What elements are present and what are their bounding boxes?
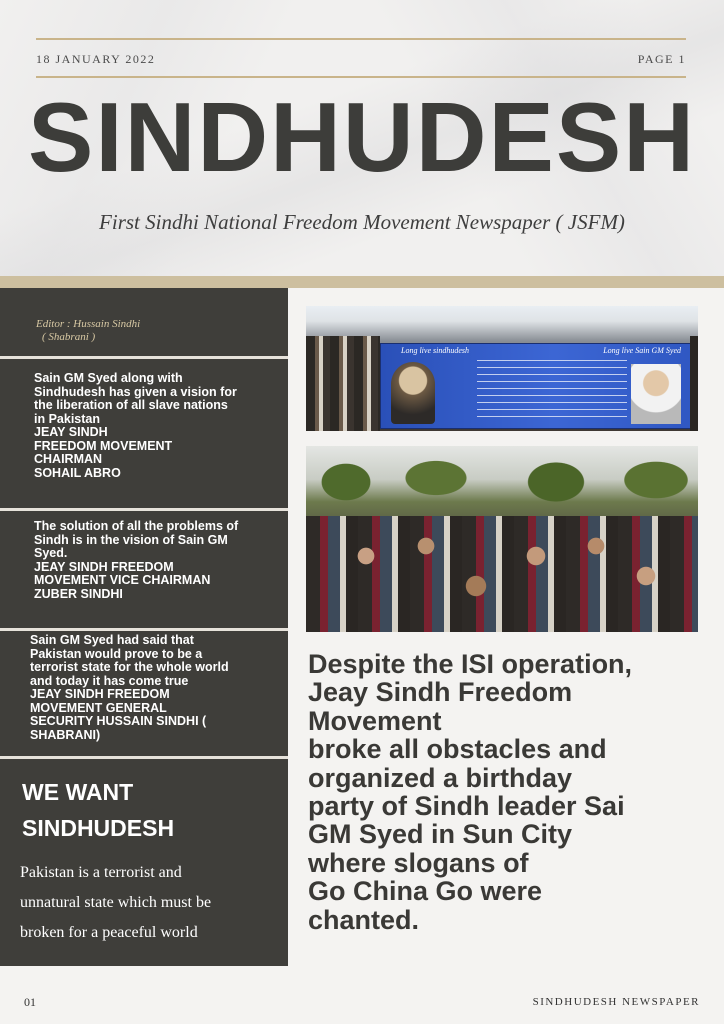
headline-line: broke all obstacles and: [308, 734, 607, 765]
banner-text-image: [477, 360, 627, 422]
sidebar-divider: [0, 756, 288, 759]
quote-line: MOVEMENT GENERAL: [30, 700, 167, 715]
headline-line: Jeay Sindh Freedom: [308, 677, 573, 708]
headline-line: Despite the ISI operation,: [308, 649, 633, 679]
headline-line: where slogans of: [308, 847, 529, 878]
quote-line: Sindh is in the vision of Sain GM: [34, 532, 228, 547]
crowd-image: [306, 516, 698, 632]
protest-banner: [380, 343, 696, 429]
crowd-image: [306, 336, 380, 431]
masthead-subtitle: First Sindhi National Freedom Movement Newspaper ( JSFM): [99, 210, 625, 234]
quote-line: ZUBER SINDHI: [34, 586, 123, 601]
quote-block-vice-chairman: [34, 520, 280, 601]
banner-slogan-right: Long live Sain GM Syed: [603, 346, 681, 355]
rally-banner-photo: [306, 306, 698, 431]
quote-line: SHABRANI): [30, 727, 101, 742]
we-want-text-line: unnatural state which must be: [20, 894, 212, 911]
quote-line: FREEDOM MOVEMENT: [34, 438, 173, 453]
issue-date: 18 JANUARY 2022: [36, 52, 156, 66]
page-label: PAGE 1: [637, 52, 686, 66]
we-want-line: SINDHUDESH: [22, 815, 175, 841]
we-want-text-line: Pakistan is a terrorist and: [20, 864, 182, 881]
quote-line: Sindhudesh has given a vision for: [34, 384, 237, 399]
quote-block-general-secretary: [30, 634, 276, 742]
portrait-image: [391, 362, 435, 424]
quote-line: Pakistan would prove to be a: [30, 646, 203, 661]
quote-line: JEAY SINDH FREEDOM: [34, 559, 174, 574]
sidebar-divider: [0, 628, 288, 631]
editor-credit: [36, 318, 140, 344]
headline-line: party of Sindh leader Sai: [308, 791, 625, 822]
portrait-image: [631, 364, 681, 424]
headline-line: chanted.: [308, 904, 420, 935]
quote-line: terrorist state for the whole world: [30, 660, 229, 674]
we-want-line: WE WANT: [22, 779, 134, 805]
quote-line: JEAY SINDH FREEDOM: [30, 687, 170, 701]
footer-page-number: 01: [24, 995, 36, 1009]
quote-line: Sain GM Syed had said that: [30, 633, 194, 647]
masthead-title: SINDHUDESH: [28, 82, 696, 192]
quote-line: and today it has come true: [30, 673, 189, 688]
gold-band: [0, 276, 724, 288]
we-want-heading: [22, 774, 174, 846]
quote-block-chairman: [34, 372, 280, 480]
crowd-image: [690, 336, 698, 431]
sidebar-divider: [0, 508, 288, 511]
quote-line: JEAY SINDH: [34, 425, 108, 439]
quote-line: SECURITY HUSSAIN SINDHI (: [30, 714, 207, 728]
main-headline: [308, 650, 718, 934]
top-rule: [36, 38, 686, 40]
banner-slogan-left: Long live sindhudesh: [401, 346, 469, 355]
date-rule: [36, 76, 686, 78]
rally-march-photo: [306, 446, 698, 632]
headline-line: Movement: [308, 705, 442, 736]
trees-image: [306, 452, 698, 512]
footer-paper-name: SINDHUDESH NEWSPAPER: [532, 996, 700, 1008]
quote-line: Sain GM Syed along with: [34, 371, 183, 385]
editor-line: Editor : Hussain Sindhi: [36, 318, 141, 330]
quote-line: in Pakistan: [34, 411, 100, 426]
sidebar-divider: [0, 356, 288, 359]
quote-line: Syed.: [34, 546, 68, 560]
headline-line: Go China Go were: [308, 876, 543, 907]
we-want-text-line: broken for a peaceful world: [20, 924, 198, 941]
we-want-text: [20, 858, 282, 948]
quote-line: CHAIRMAN: [34, 452, 103, 466]
quote-line: the liberation of all slave nations: [34, 398, 228, 412]
editor-line: ( Shabrani ): [42, 331, 96, 343]
quote-line: The solution of all the problems of: [34, 519, 239, 533]
quote-line: SOHAIL ABRO: [34, 465, 121, 480]
headline-line: organized a birthday: [308, 762, 573, 793]
headline-line: GM Syed in Sun City: [308, 819, 573, 850]
quote-line: MOVEMENT VICE CHAIRMAN: [34, 573, 211, 587]
